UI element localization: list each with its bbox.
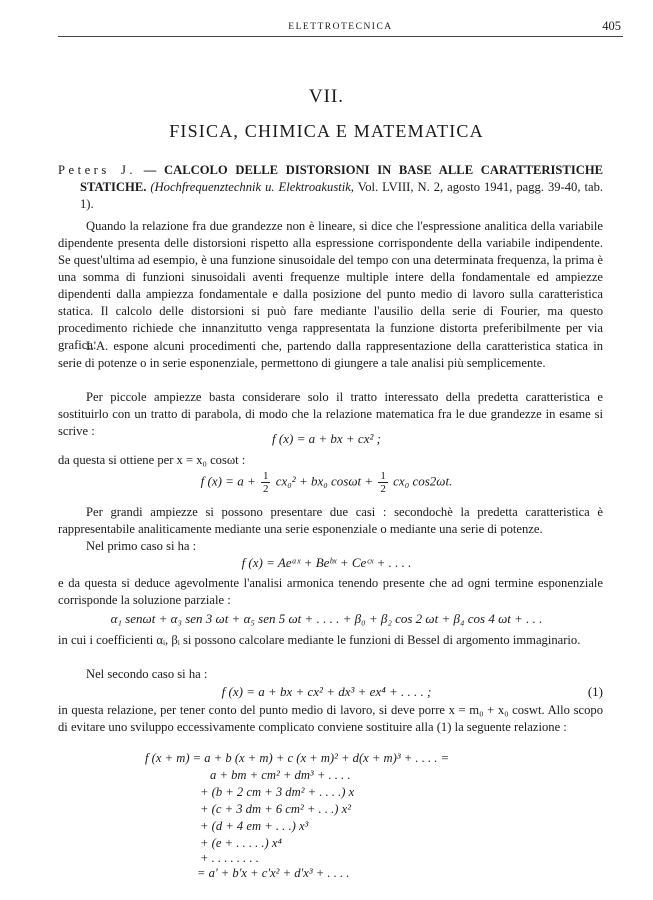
running-title: ELETTROTECNICA bbox=[288, 22, 393, 32]
equation-expansion-mid: cx₀² + bx₀ cosωt + bbox=[275, 473, 374, 489]
citation bbox=[58, 162, 603, 213]
citation-details: Vol. LVIII, N. 2, agosto 1941, pagg. 39-40, tab. 1). bbox=[80, 180, 604, 211]
paragraph-9: Nel secondo caso si ha : bbox=[86, 667, 208, 681]
page-number: 405 bbox=[602, 19, 621, 33]
equation-exponential-series: f (x) = Aeᵃˣ + Beᵇˣ + Ceᶜˣ + . . . . bbox=[241, 555, 412, 570]
citation-title: CALCOLO DELLE DISTORSIONI IN BASE ALLE CARATTERISTICHE STATICHE. bbox=[80, 163, 604, 194]
citation-journal: (Hochfrequenztechnik u. Elektroakustik, bbox=[150, 180, 354, 194]
expansion-line-7: + . . . . . . . . bbox=[200, 851, 259, 865]
paragraph-3: Per piccole ampiezze basta considerare solo il tratto interessato della predetta caratteristica e sostituirlo con un tratto di parabola, di modo che la relazione matematica fra le due grandezze in esame si scrive : bbox=[58, 390, 603, 438]
expansion-line-5: + (d + 4 em + . . .) x³ bbox=[200, 819, 309, 833]
equation-expansion-left: f (x) = a + bbox=[200, 473, 256, 489]
equation-number: (1) bbox=[587, 684, 603, 699]
section-number: VII. bbox=[308, 86, 345, 107]
paragraph-10: in questa relazione, per tener conto del punto medio di lavoro, si deve porre x = m₀ + x₀ coswt. Allo scopo di evitare uno sviluppo eccessivamente complicato conviene sostituire alla (1) la seguente relazione : bbox=[58, 703, 603, 734]
paragraph-7: e da questa si deduce agevolmente l'analisi armonica tenendo presente che ad ogni termine esponenziale corrisponde la soluzione parziale : bbox=[58, 576, 603, 607]
paragraph-5: Per grandi ampiezze si possono presentare due casi : secondochè la predetta caratteristica è rappresentabile analiticamente mediante una serie esponenziale o mediante una serie di potenze. bbox=[58, 505, 603, 536]
equation-power-series: f (x) = a + bx + cx² + dx³ + ex⁴ + . . . . ; bbox=[221, 684, 432, 699]
expansion-line-2: a + bm + cm² + dm³ + . . . . bbox=[210, 768, 351, 782]
paragraph-4: da questa si ottiene per x = x₀ cosωt : bbox=[58, 453, 246, 467]
expansion-line-1: f (x + m) = a + b (x + m) + c (x + m)² + d(x + m)³ + . . . . = bbox=[145, 751, 450, 765]
expansion-line-8: = a' + b'x + c'x² + d'x³ + . . . . bbox=[197, 866, 350, 880]
equation-partial-solution: α₁ senωt + α₃ sen 3 ωt + α₅ sen 5 ωt + . . . . + β₀ + β₂ cos 2 ωt + β₄ cos 4 ωt + . . . bbox=[110, 611, 543, 626]
expansion-line-3: + (b + 2 cm + 3 dm² + . . . .) x bbox=[200, 785, 355, 799]
equation-parabola: f (x) = a + bx + cx² ; bbox=[272, 431, 381, 446]
citation-author: Peters J. bbox=[58, 163, 137, 177]
running-header bbox=[58, 18, 623, 37]
paragraph-2: L'A. espone alcuni procedimenti che, partendo dalla rappresentazione della caratteristica statica in serie di potenze o in serie esponenziale, permettono di giungere a tale analisi più semplicemente. bbox=[58, 339, 603, 370]
paragraph-8: in cui i coefficienti αᵢ, βᵢ si possono calcolare mediante le funzioni di Bessel di argomento immaginario. bbox=[58, 633, 581, 647]
expansion-line-4: + (c + 3 dm + 6 cm² + . . .) x² bbox=[200, 802, 352, 816]
fraction-half-1: $\frac{1}{2}$ bbox=[262, 470, 269, 495]
equation-expansion bbox=[0, 470, 653, 495]
fraction-half-2: $\frac{1}{2}$ bbox=[380, 470, 386, 495]
expansion-line-6: + (e + . . . . .) x⁴ bbox=[200, 836, 282, 850]
paragraph-1: Quando la relazione fra due grandezze non è lineare, si dice che l'espressione analitica della variabile dipendente presenta delle distorsioni rispetto alla espressione corrispondente della variabile indipendente. Se quest'ultima ad esempio, è una funzione sinusoidale del tempo con una determinata frequenza, la prima è una somma di funzioni sinusoidali aventi frequenze multiple intere della fondamentale ed ampiezze dipendenti dalla ampiezza fondamentale e dalla posizione del punto medio di lavoro sulla caratteristica statica. Il calcolo delle distorsioni si può fare mediante l'ausilio della serie di Fourier, ma questo procedimento richiede che innanzitutto venga rappresentata la funzione distorta preferibilmente per via grafica. bbox=[58, 219, 604, 352]
equation-expansion-right: cx₀ cos2ωt. bbox=[393, 473, 453, 489]
paragraph-6: Nel primo caso si ha : bbox=[86, 539, 197, 553]
citation-dash: — bbox=[136, 163, 165, 177]
section-title: FISICA, CHIMICA E MATEMATICA bbox=[169, 121, 484, 141]
